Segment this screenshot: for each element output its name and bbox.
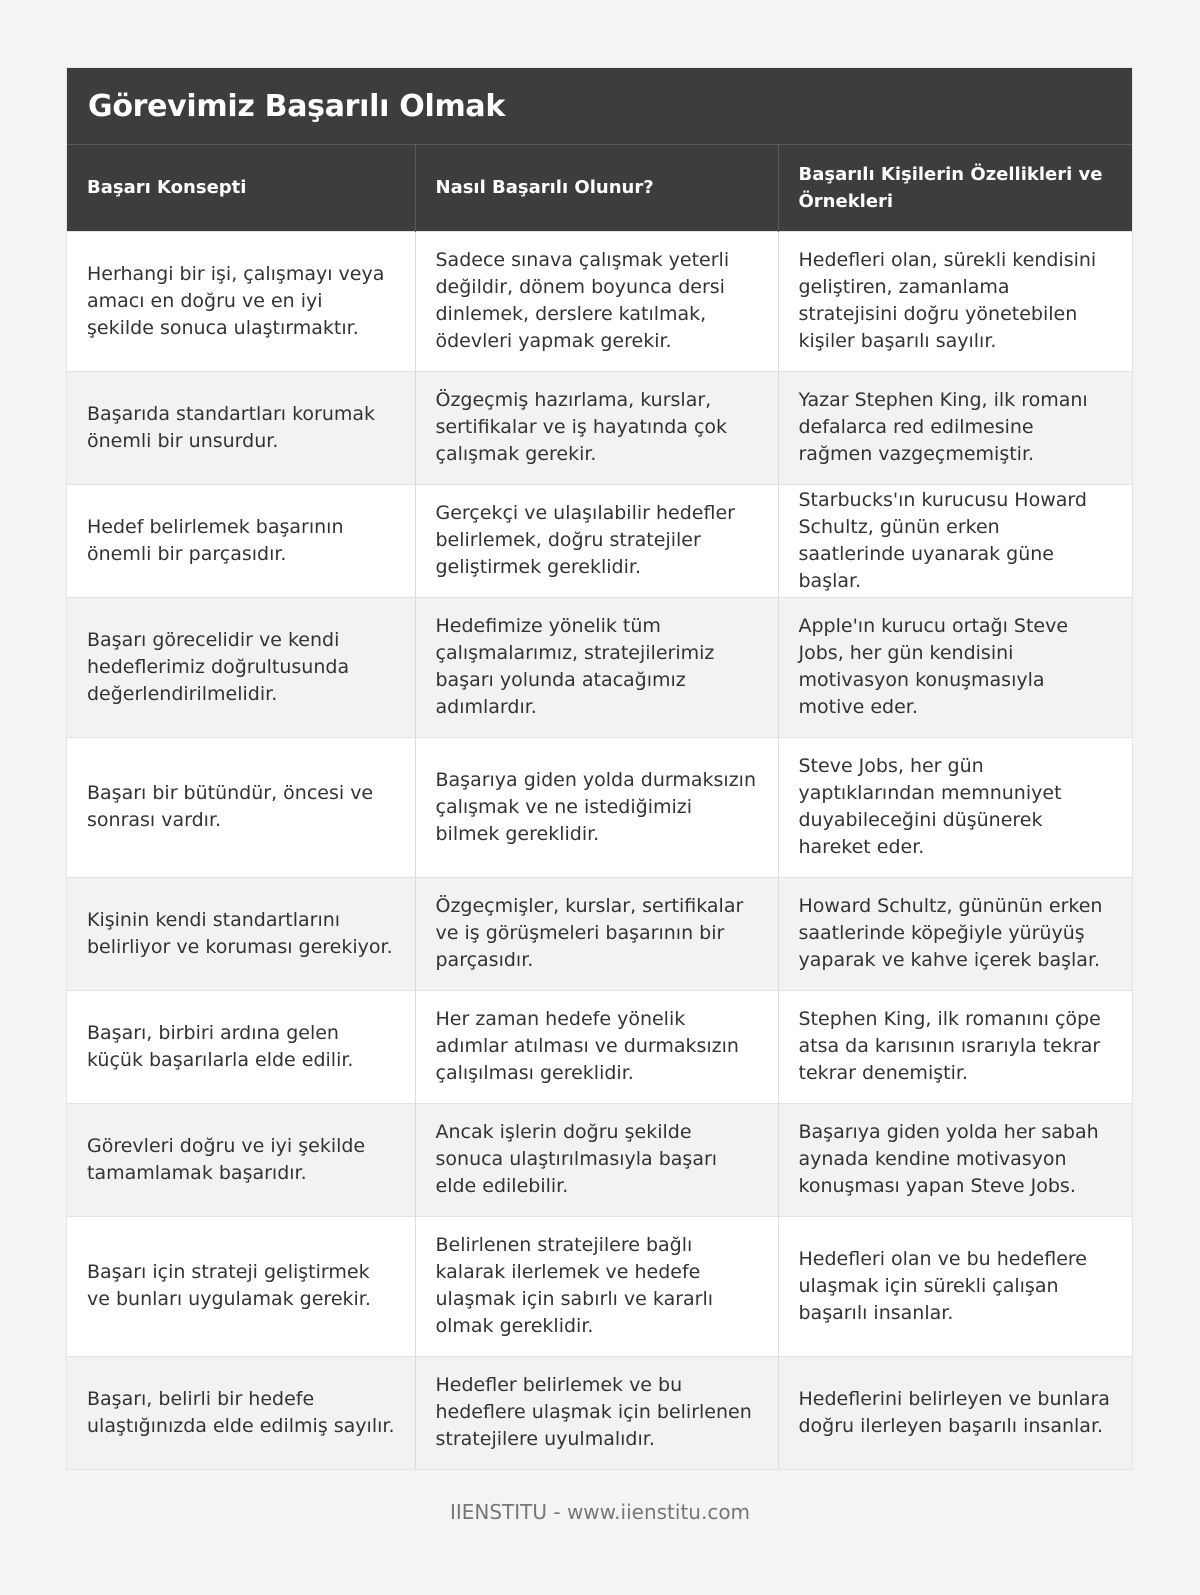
column-header-how: Nasıl Başarılı Olunur? [415, 145, 778, 231]
table-cell: Görevleri doğru ve iyi şekilde tamamlamak başarıdır. [67, 1103, 415, 1216]
table-cell: Başarı, birbiri ardına gelen küçük başarılarla elde edilir. [67, 990, 415, 1103]
table-cell: Gerçekçi ve ulaşılabilir hedefler belirlemek, doğru stratejiler geliştirmek gereklidir. [415, 484, 778, 597]
table-cell: Hedef belirlemek başarının önemli bir parçasıdır. [67, 484, 415, 597]
table-row [67, 1356, 1132, 1469]
table-cell: Hedeflerini belirleyen ve bunlara doğru ilerleyen başarılı insanlar. [778, 1356, 1132, 1469]
table-cell: Başarıya giden yolda her sabah aynada kendine motivasyon konuşması yapan Steve Jobs. [778, 1103, 1132, 1216]
success-table [67, 145, 1132, 1469]
table-row [67, 877, 1132, 990]
table-cell: Başarı, belirli bir hedefe ulaştığınızda elde edilmiş sayılır. [67, 1356, 415, 1469]
table-cell: Sadece sınava çalışmak yeterli değildir, dönem boyunca dersi dinlemek, derslere katılmak, ödevleri yapmak gerekir. [415, 231, 778, 371]
table-row [67, 737, 1132, 877]
table-cell: Belirlenen stratejilere bağlı kalarak ilerlemek ve hedefe ulaşmak için sabırlı ve kararlı olmak gereklidir. [415, 1216, 778, 1356]
table-cell: Apple'ın kurucu ortağı Steve Jobs, her gün kendisini motivasyon konuşmasıyla motive eder. [778, 597, 1132, 737]
table-cell: Starbucks'ın kurucusu Howard Schultz, günün erken saatlerinde uyanarak güne başlar. [778, 484, 1132, 597]
page-title: Görevimiz Başarılı Olmak [88, 88, 506, 124]
table-cell: Başarı için strateji geliştirmek ve bunları uygulamak gerekir. [67, 1216, 415, 1356]
footer-credit: IIENSTITU - www.iienstitu.com [449, 1500, 751, 1524]
table-cell: Yazar Stephen King, ilk romanı defalarca red edilmesine rağmen vazgeçmemiştir. [778, 371, 1132, 484]
table-row [67, 597, 1132, 737]
table-cell: Başarıya giden yolda durmaksızın çalışmak ve ne istediğimizi bilmek gereklidir. [415, 737, 778, 877]
column-header-examples: Başarılı Kişilerin Özellikleri ve Örnekleri [778, 145, 1132, 231]
column-header-concept: Başarı Konsepti [67, 145, 415, 231]
table-cell: Başarı görecelidir ve kendi hedeflerimiz doğrultusunda değerlendirilmelidir. [67, 597, 415, 737]
table-row [67, 1103, 1132, 1216]
table-body [67, 231, 1132, 1469]
table-row [67, 484, 1132, 597]
table-cell: Özgeçmiş hazırlama, kurslar, sertifikalar ve iş hayatında çok çalışmak gerekir. [415, 371, 778, 484]
table-row [67, 990, 1132, 1103]
table-header [67, 145, 1132, 231]
table-row [67, 1216, 1132, 1356]
table-card [67, 68, 1132, 1469]
table-cell: Başarı bir bütündür, öncesi ve sonrası vardır. [67, 737, 415, 877]
table-cell: Ancak işlerin doğru şekilde sonuca ulaştırılmasıyla başarı elde edilebilir. [415, 1103, 778, 1216]
table-cell: Her zaman hedefe yönelik adımlar atılması ve durmaksızın çalışılması gereklidir. [415, 990, 778, 1103]
table-row [67, 371, 1132, 484]
table-cell: Hedefleri olan, sürekli kendisini geliştiren, zamanlama stratejisini doğru yönetebilen kişiler başarılı sayılır. [778, 231, 1132, 371]
table-cell: Kişinin kendi standartlarını belirliyor ve koruması gerekiyor. [67, 877, 415, 990]
table-cell: Başarıda standartları korumak önemli bir unsurdur. [67, 371, 415, 484]
table-row [67, 231, 1132, 371]
table-cell: Steve Jobs, her gün yaptıklarından memnuniyet duyabileceğini düşünerek hareket eder. [778, 737, 1132, 877]
table-cell: Özgeçmişler, kurslar, sertifikalar ve iş görüşmeleri başarının bir parçasıdır. [415, 877, 778, 990]
table-cell: Hedefimize yönelik tüm çalışmalarımız, stratejilerimiz başarı yolunda atacağımız adımlardır. [415, 597, 778, 737]
table-cell: Howard Schultz, gününün erken saatlerinde köpeğiyle yürüyüş yaparak ve kahve içerek başlar. [778, 877, 1132, 990]
table-cell: Stephen King, ilk romanını çöpe atsa da karısının ısrarıyla tekrar tekrar denemiştir. [778, 990, 1132, 1103]
table-cell: Hedefleri olan ve bu hedeflere ulaşmak için sürekli çalışan başarılı insanlar. [778, 1216, 1132, 1356]
title-bar [67, 68, 1132, 145]
table-cell: Hedefler belirlemek ve bu hedeflere ulaşmak için belirlenen stratejilere uyulmalıdır. [415, 1356, 778, 1469]
table-cell: Herhangi bir işi, çalışmayı veya amacı en doğru ve en iyi şekilde sonuca ulaştırmaktır. [67, 231, 415, 371]
header-row [67, 145, 1132, 231]
